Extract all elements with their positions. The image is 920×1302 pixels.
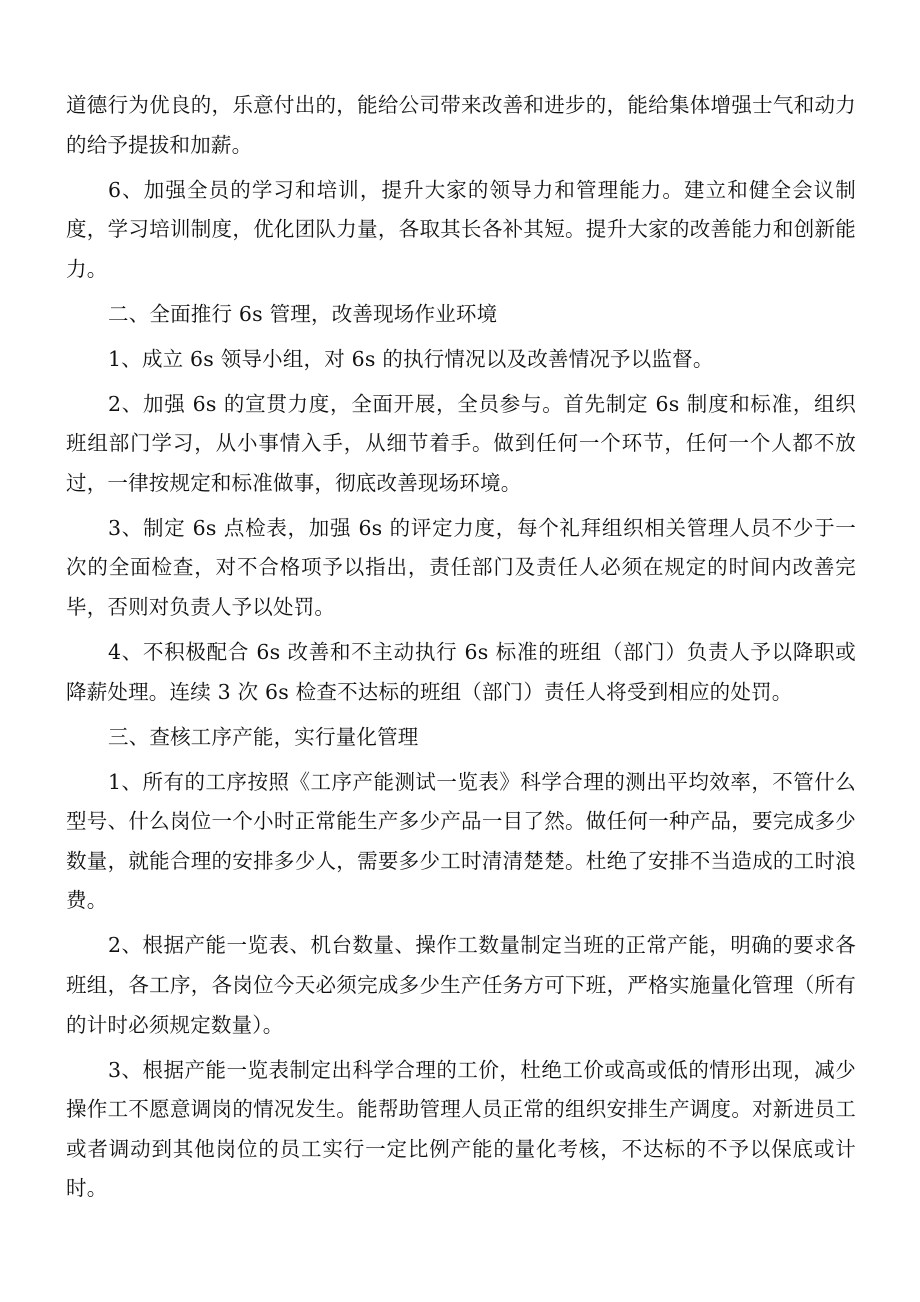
paragraph-capacity-item-2: 2、根据产能一览表、机台数量、操作工数量制定当班的正常产能，明确的要求各班组，各工序，各岗位今天必须完成多少生产任务方可下班，严格实施量化管理（所有的计时必须规定数量）。 [66,933,856,1037]
paragraph-6s-item-4: 4、不积极配合 6s 改善和不主动执行 6s 标准的班组（部门）负责人予以降职或降薪处理。连续 3 次 6s 检查不达标的班组（部门）责任人将受到相应的处罚。 [66,640,856,704]
paragraph-continuation: 道德行为优良的，乐意付出的，能给公司带来改善和进步的，能给集体增强士气和动力的给予提拔和加薪。 [66,93,856,157]
document-body [66,86,856,1209]
paragraph-6s-item-1: 1、成立 6s 领导小组，对 6s 的执行情况以及改善情况予以监督。 [108,346,714,371]
paragraph-capacity-item-3: 3、根据产能一览表制定出科学合理的工价，杜绝工价或高或低的情形出现，减少操作工不愿意调岗的情况发生。能帮助管理人员正常的组织安排生产调度。对新进员工或者调动到其他岗位的员工实行一定比例产能的量化考核，不达标的不予以保底或计时。 [66,1057,856,1201]
paragraph-6s-item-3: 3、制定 6s 点检表，加强 6s 的评定力度，每个礼拜组织相关管理人员不少于一次的全面检查，对不合格项予以指出，责任部门及责任人必须在规定的时间内改善完毕，否则对负责人予以处罚。 [66,515,856,620]
paragraph-capacity-item-1: 1、所有的工序按照《工序产能测试一览表》科学合理的测出平均效率，不管什么型号、什么岗位一个小时正常能生产多少产品一目了然。做任何一种产品，要完成多少数量，就能合理的安排多少人，需要多少工时清清楚楚。杜绝了安排不当造成的工时浪费。 [66,769,856,913]
section-heading-capacity: 三、查核工序产能，实行量化管理 [108,724,419,749]
section-heading-6s: 二、全面推行 6s 管理，改善现场作业环境 [108,301,498,326]
paragraph-6s-item-2: 2、加强 6s 的宣贯力度，全面开展，全员参与。首先制定 6s 制度和标准，组织班组部门学习，从小事情入手，从细节着手。做到任何一个环节，任何一个人都不放过，一律按规定和标准做事，彻底改善现场环境。 [66,391,856,495]
paragraph-item-6-training: 6、加强全员的学习和培训，提升大家的领导力和管理能力。建立和健全会议制度，学习培训制度，优化团队力量，各取其长各补其短。提升大家的改善能力和创新能力。 [66,177,856,281]
